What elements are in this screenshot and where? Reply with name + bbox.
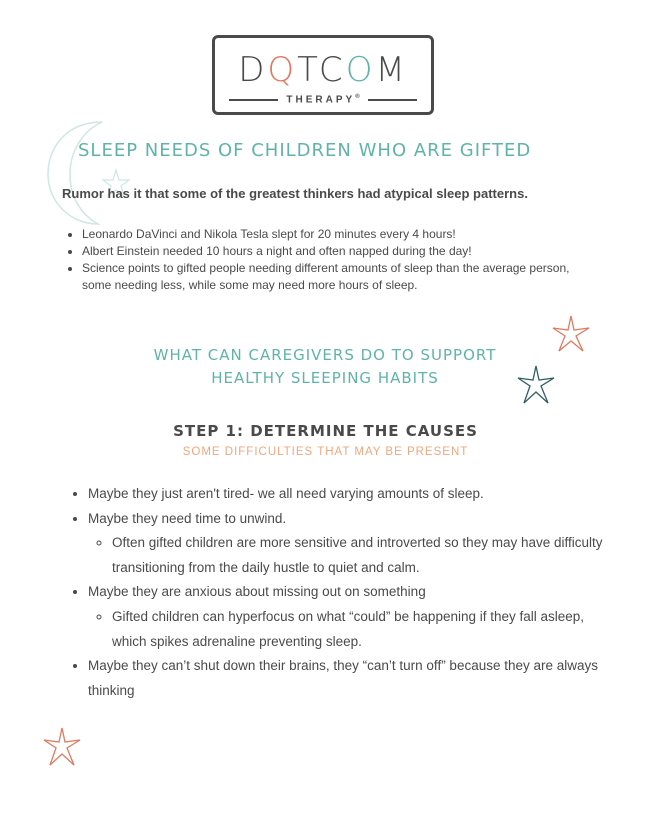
page-title: SLEEP NEEDS OF CHILDREN WHO ARE GIFTED — [78, 140, 532, 161]
causes-list — [70, 482, 608, 703]
lead-text: Rumor has it that some of the greatest thinkers had atypical sleep patterns. — [62, 186, 528, 201]
logo-rule-left — [229, 99, 278, 101]
step-title: STEP 1: DETERMINE THE CAUSES — [173, 422, 478, 440]
star-icon — [551, 314, 591, 354]
list-item: • Maybe they just aren't tired- we all need varying amounts of sleep. — [88, 482, 608, 507]
section-heading: WHAT CAN CAREGIVERS DO TO SUPPORT HEALTHY SLEEPING HABITS — [153, 346, 497, 387]
list-item: • Leonardo DaVinci and Nikola Tesla slept for 20 minutes every 4 hours! — [82, 226, 602, 243]
facts-list — [64, 226, 602, 294]
logo-rule-right — [368, 99, 417, 101]
sub-list — [88, 531, 608, 580]
star-icon — [42, 726, 82, 768]
list-item: • Albert Einstein needed 10 hours a night and often napped during the day! — [82, 243, 602, 260]
sub-list-item: ◦ Often gifted children are more sensitive and introverted so they may have difficulty transitioning from the daily hustle to quiet and calm. — [112, 531, 608, 580]
logo-wordmark: DQTCOM — [238, 50, 408, 90]
logo-tagline-row — [229, 92, 417, 108]
list-item: • Maybe they can’t shut down their brains, they “can’t turn off” because they are always thinking — [88, 654, 608, 703]
logo — [212, 35, 434, 115]
sub-list — [88, 605, 608, 654]
list-item: • Maybe they are anxious about missing out on something ◦ Gifted children can hyperfocus on what “could” be happening if they fall asleep, which spikes adrenaline preventing sleep. — [88, 580, 608, 654]
logo-tagline: THERAPY® — [286, 94, 360, 106]
list-item: • Maybe they need time to unwind. ◦ Often gifted children are more sensitive and introverted so they may have difficulty transitioning from the daily hustle to quiet and calm. — [88, 507, 608, 581]
sub-list-item: ◦ Gifted children can hyperfocus on what “could” be happening if they fall asleep, which spikes adrenaline preventing sleep. — [112, 605, 608, 654]
list-item: • Science points to gifted people needing different amounts of sleep than the average person, some needing less, while some may need more hours of sleep. — [82, 260, 602, 294]
moon-icon — [44, 118, 144, 228]
step-subtitle: SOME DIFFICULTIES THAT MAY BE PRESENT — [182, 446, 469, 458]
